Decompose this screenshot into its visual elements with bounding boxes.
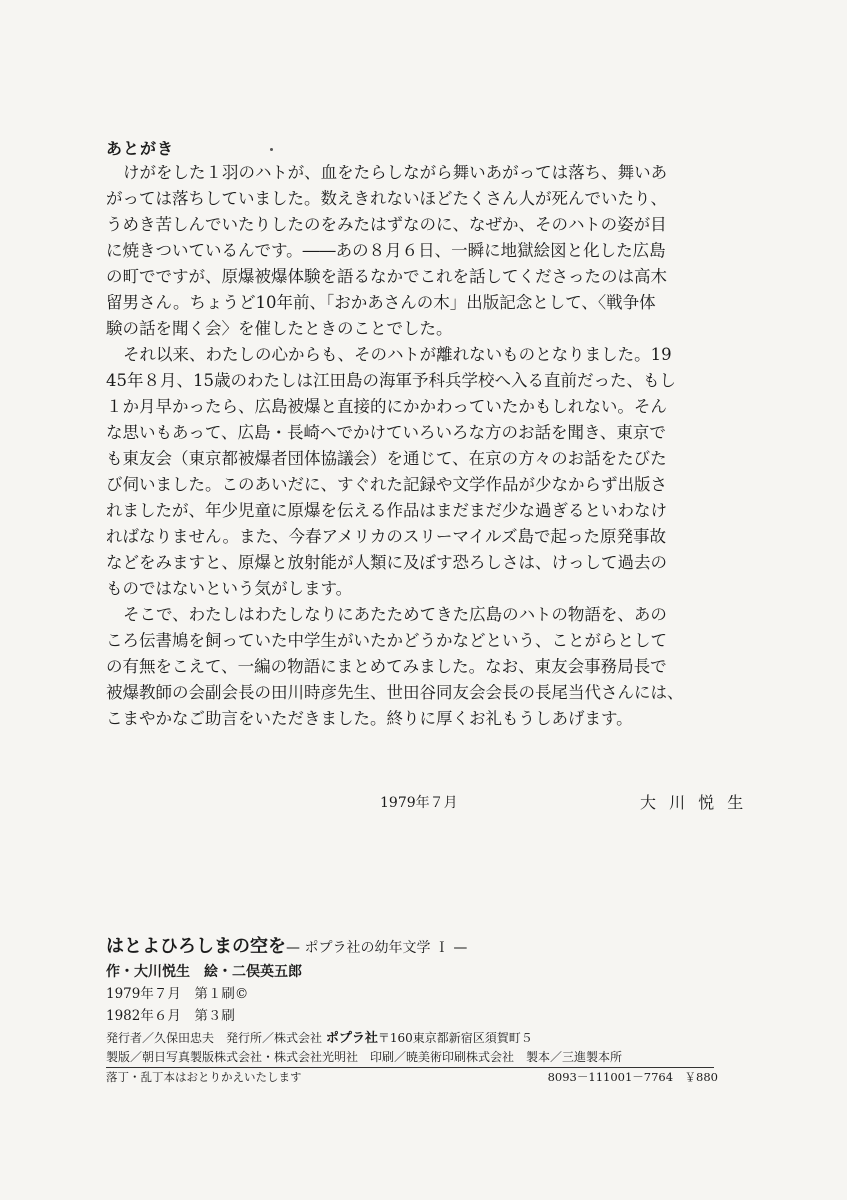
- text-line: 45年８月、15歳のわたしは江田島の海軍予科兵学校へ入る直前だった、もし: [106, 371, 676, 390]
- text-line: 留男さん。ちょうど10年前、「おかあさんの木」出版記念として、〈戦争体: [106, 293, 656, 312]
- text-line: こまやかなご助言をいただきました。終りに厚くお礼もうしあげます。: [106, 709, 633, 728]
- afterword-heading: あとがき: [106, 139, 175, 158]
- publisher-prefix: 発行者／久保田忠夫 発行所／株式会社: [106, 1031, 326, 1045]
- makers-line: 製版／朝日写真製版株式会社・株式会社光明社 印刷／暁美術印刷株式会社 製本／三進製本所: [106, 1048, 714, 1068]
- credits: 作・大川悦生 絵・二俣英五郎: [106, 964, 302, 980]
- afterword-body: [106, 160, 736, 732]
- text-line: １か月早かったら、広島被爆と直接的にかかわっていたかもしれない。そん: [106, 397, 667, 416]
- text-line: れましたが、年少児童に原爆を伝える作品はまだまだ少な過ぎるといわなけ: [106, 501, 667, 520]
- text-line: 被爆教師の会副会長の田川時彦先生、世田谷同友会会長の長尾当代さんには、: [106, 683, 684, 702]
- text-line: も東友会（東京都被爆者団体協議会）を通じて、在京の方々のお話をたびた: [106, 449, 667, 468]
- book-title: はとよひろしまの空を: [106, 936, 286, 957]
- text-line: ればなりません。また、今春アメリカのスリーマイルズ島で起った原発事故: [106, 527, 667, 546]
- colophon: [106, 934, 726, 1086]
- text-line: ころ伝書鳩を飼っていた中学生がいたかどうかなどという、ことがらとして: [106, 631, 667, 650]
- text-line: などをみますと、原爆と放射能が人類に及ぼす恐ろしさは、けっして過去の: [106, 553, 667, 572]
- afterword-author: 大 川 悦 生: [640, 793, 748, 812]
- text-line: けがをした１羽のハトが、血をたらしながら舞いあがっては落ち、舞いあ: [123, 163, 668, 182]
- text-line: そこで、わたしはわたしなりにあたためてきた広島のハトの物語を、あの: [123, 605, 667, 624]
- text-line: な思いもあって、広島・長崎へでかけていろいろな方のお話を聞き、東京で: [106, 423, 666, 442]
- text-line: うめき苦しんでいたりしたのをみたはずなのに、なぜか、そのハトの姿が目: [106, 215, 667, 234]
- publisher-address: 〒160東京都新宿区須賀町５: [377, 1031, 533, 1045]
- price: ￥880: [684, 1070, 718, 1084]
- text-line: 験の話を聞く会〉を催したときのことでした。: [106, 319, 453, 338]
- text-line: の町でですが、原爆被爆体験を語るなかでこれを話してくださったのは高木: [106, 267, 667, 286]
- publisher-name: ポプラ社: [325, 1031, 378, 1046]
- text-line: それ以来、わたしの心からも、そのハトが離れないものとなりました。19: [123, 345, 672, 364]
- isbn-code: 8093－111001－7764: [547, 1070, 674, 1084]
- text-line: の有無をこえて、一編の物語にまとめてみました。なお、東友会事務局長で: [106, 657, 667, 676]
- text-line: び伺いました。このあいだに、すぐれた記録や文学作品が少なからず出版さ: [106, 475, 667, 494]
- ink-speck: [270, 148, 273, 151]
- series-name: — ポプラ社の幼年文学 Ｉ —: [286, 940, 468, 956]
- book-code-and-price: [548, 1068, 718, 1086]
- text-line: に焼きついているんです。――あの８月６日、一瞬に地獄絵図と化した広島: [106, 241, 666, 260]
- replacement-note: 落丁・乱丁本はおとりかえいたします: [106, 1070, 302, 1084]
- text-line: ものではないという気がします。: [106, 579, 353, 598]
- third-printing: 1982年６月 第３刷: [106, 1008, 235, 1024]
- book-title-line: [106, 934, 726, 961]
- afterword-date: 1979年７月: [380, 795, 458, 811]
- text-line: がっては落ちしていました。数えきれないほどたくさん人が死んでいたり、: [106, 189, 667, 208]
- first-printing: 1979年７月 第１刷©: [106, 986, 249, 1002]
- publisher-line: [106, 1029, 726, 1048]
- footer-line: [106, 1068, 718, 1086]
